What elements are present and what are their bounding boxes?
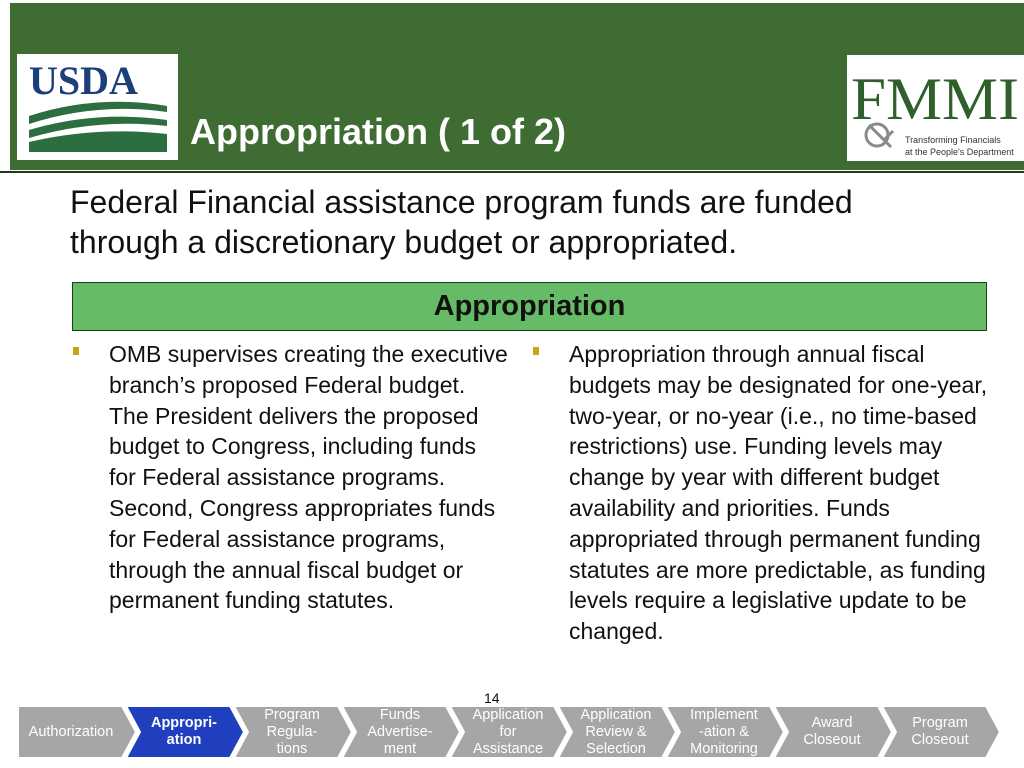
header-divider xyxy=(0,171,1024,173)
process-step-label xyxy=(786,706,878,758)
process-step-label xyxy=(18,706,124,758)
process-step-text: Monitoring xyxy=(690,740,758,757)
usda-logo xyxy=(17,54,178,160)
process-step-text: Program xyxy=(912,715,968,731)
process-step-text: Assistance xyxy=(472,740,544,757)
intro-text: Federal Financial assistance program funds are funded through a discretionary budget or appropriated. xyxy=(70,184,853,260)
process-step-text: Advertise- xyxy=(367,723,433,740)
process-step-text: Implement xyxy=(690,706,758,723)
usda-logo-text: USDA xyxy=(29,58,138,103)
fmmi-tagline-2: at the People's Department xyxy=(905,147,1014,157)
process-step-text: Selection xyxy=(586,740,646,757)
slide-title: Appropriation ( 1 of 2) xyxy=(190,111,566,152)
process-step-text: ation xyxy=(166,732,202,748)
process-step-text: tions xyxy=(276,740,308,757)
process-step-label xyxy=(354,706,446,758)
process-step-text: Review & xyxy=(585,723,647,740)
process-step-label xyxy=(246,706,338,758)
process-step-text: Application xyxy=(472,706,544,723)
process-step-text: for xyxy=(499,723,517,740)
process-step-text: Closeout xyxy=(911,732,969,748)
process-step-label xyxy=(570,706,662,758)
process-step-text: ment xyxy=(383,740,417,757)
fmmi-tagline-1: Transforming Financials xyxy=(905,135,1001,145)
process-step-text: Application xyxy=(580,706,652,723)
process-step-text: Award xyxy=(811,715,853,731)
process-step-label xyxy=(678,706,770,758)
process-step-text: Program xyxy=(264,706,320,723)
bullet-square-icon xyxy=(73,347,79,355)
process-step-text: Closeout xyxy=(803,732,861,748)
fmmi-logo-text: FMMI xyxy=(851,66,1019,132)
process-step-text: Authorization xyxy=(28,723,114,740)
process-step-text: Regula- xyxy=(266,723,318,740)
process-step-label xyxy=(462,706,554,758)
bullet-square-icon xyxy=(533,347,539,355)
process-step-text: Appropri- xyxy=(150,715,218,731)
section-band xyxy=(72,282,987,331)
section-band-label: Appropriation xyxy=(433,290,626,322)
fmmi-logo-graphic xyxy=(847,55,1024,161)
process-step-label xyxy=(894,706,986,758)
fmmi-logo xyxy=(847,55,1024,161)
page-number: 14 xyxy=(484,690,500,706)
usda-logo-graphic xyxy=(17,54,178,160)
process-step-text: Funds xyxy=(379,706,421,723)
process-chevron-bar xyxy=(18,706,1018,758)
process-step-label xyxy=(138,706,230,758)
bullet-left-text: OMB supervises creating the executive branch’s proposed Federal budget. The President delivers the proposed budget to Congress, including funds for Federal assistance programs. Second, Congress appropriates funds for Federal assistance programs, through the annual fiscal budget or permanent funding statutes. xyxy=(109,341,508,614)
bullet-right-text: Appropriation through annual fiscal budgets may be designated for one-year, two-year, or no-year (i.e., no time-based restrictions) use. Funding levels may change by year with different budget availability and priorities. Funds appropriated through permanent funding statutes are more predictable, as funding levels require a legislative update to be changed. xyxy=(569,341,988,645)
process-step-text: -ation & xyxy=(699,723,749,740)
